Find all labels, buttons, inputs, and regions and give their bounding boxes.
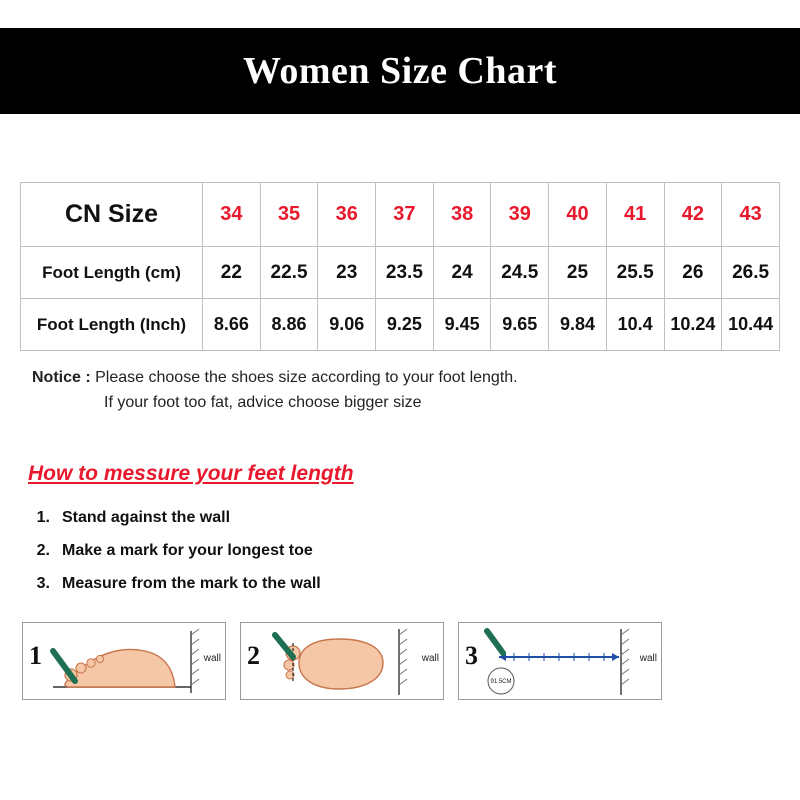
list-item bbox=[30, 508, 730, 528]
page-title: Women Size Chart bbox=[242, 50, 558, 92]
wall-label: wall bbox=[639, 653, 657, 664]
header-banner bbox=[0, 28, 800, 114]
cell-cn-size-4: 38 bbox=[433, 183, 491, 247]
cell-inch-6: 9.84 bbox=[549, 299, 607, 351]
step-number: 2. bbox=[36, 542, 50, 559]
cell-cn-size-3: 37 bbox=[376, 183, 434, 247]
row-label-foot-length-inch: Foot Length (Inch) bbox=[21, 299, 203, 351]
cell-cn-size-7: 41 bbox=[606, 183, 664, 247]
foot-mark-toe-icon bbox=[241, 623, 444, 700]
step-text: Make a mark for your longest toe bbox=[62, 542, 313, 559]
list-item bbox=[30, 574, 730, 594]
illustration-step-3 bbox=[458, 622, 662, 700]
table-row-foot-length-cm bbox=[21, 247, 780, 299]
cell-cn-size-2: 36 bbox=[318, 183, 376, 247]
size-table-wrapper bbox=[20, 182, 780, 351]
cell-cm-9: 26.5 bbox=[722, 247, 780, 299]
table-row-foot-length-inch bbox=[21, 299, 780, 351]
cell-inch-8: 10.24 bbox=[664, 299, 722, 351]
cell-cn-size-0: 34 bbox=[203, 183, 261, 247]
step-text: Stand against the wall bbox=[62, 509, 231, 526]
cell-inch-5: 9.65 bbox=[491, 299, 549, 351]
illustration-step-2 bbox=[240, 622, 444, 700]
notice-block bbox=[32, 366, 772, 416]
list-item bbox=[30, 541, 730, 561]
cell-inch-4: 9.45 bbox=[433, 299, 491, 351]
cell-inch-3: 9.25 bbox=[376, 299, 434, 351]
notice-line-1: Please choose the shoes size according to your foot length. bbox=[95, 369, 518, 386]
howto-steps bbox=[30, 508, 730, 607]
cell-cm-7: 25.5 bbox=[606, 247, 664, 299]
foot-against-wall-icon bbox=[23, 623, 226, 700]
cell-cm-2: 23 bbox=[318, 247, 376, 299]
illustration-step-1 bbox=[22, 622, 226, 700]
cell-inch-0: 8.66 bbox=[203, 299, 261, 351]
wall-label: wall bbox=[203, 653, 221, 664]
ruler-measure-icon bbox=[459, 623, 662, 700]
ruler-measure-label: 91.5CM bbox=[490, 679, 512, 685]
cell-cn-size-6: 40 bbox=[549, 183, 607, 247]
cell-inch-2: 9.06 bbox=[318, 299, 376, 351]
notice-line-2: If your foot too fat, advice choose bigger size bbox=[104, 393, 422, 411]
table-row-cn-size bbox=[21, 183, 780, 247]
row-label-cn-size: CN Size bbox=[21, 183, 203, 247]
cell-cm-0: 22 bbox=[203, 247, 261, 299]
step-number: 1. bbox=[36, 509, 50, 526]
cell-inch-1: 8.86 bbox=[260, 299, 318, 351]
illustration-row bbox=[22, 622, 662, 700]
notice-label: Notice : bbox=[32, 369, 91, 386]
cell-cm-5: 24.5 bbox=[491, 247, 549, 299]
step-number: 3. bbox=[36, 575, 50, 592]
cell-cm-8: 26 bbox=[664, 247, 722, 299]
illustration-number: 2 bbox=[247, 641, 260, 670]
cell-cn-size-5: 39 bbox=[491, 183, 549, 247]
step-text: Measure from the mark to the wall bbox=[62, 575, 321, 592]
cell-cn-size-1: 35 bbox=[260, 183, 318, 247]
howto-title: How to messure your feet length bbox=[28, 462, 354, 485]
illustration-number: 1 bbox=[29, 641, 42, 670]
cell-cm-3: 23.5 bbox=[376, 247, 434, 299]
cell-cm-4: 24 bbox=[433, 247, 491, 299]
cell-cn-size-8: 42 bbox=[664, 183, 722, 247]
cell-cn-size-9: 43 bbox=[722, 183, 780, 247]
size-table bbox=[20, 182, 780, 351]
cell-cm-1: 22.5 bbox=[260, 247, 318, 299]
wall-label: wall bbox=[421, 653, 439, 664]
cell-inch-7: 10.4 bbox=[606, 299, 664, 351]
illustration-number: 3 bbox=[465, 641, 478, 670]
row-label-foot-length-cm: Foot Length (cm) bbox=[21, 247, 203, 299]
cell-inch-9: 10.44 bbox=[722, 299, 780, 351]
cell-cm-6: 25 bbox=[549, 247, 607, 299]
